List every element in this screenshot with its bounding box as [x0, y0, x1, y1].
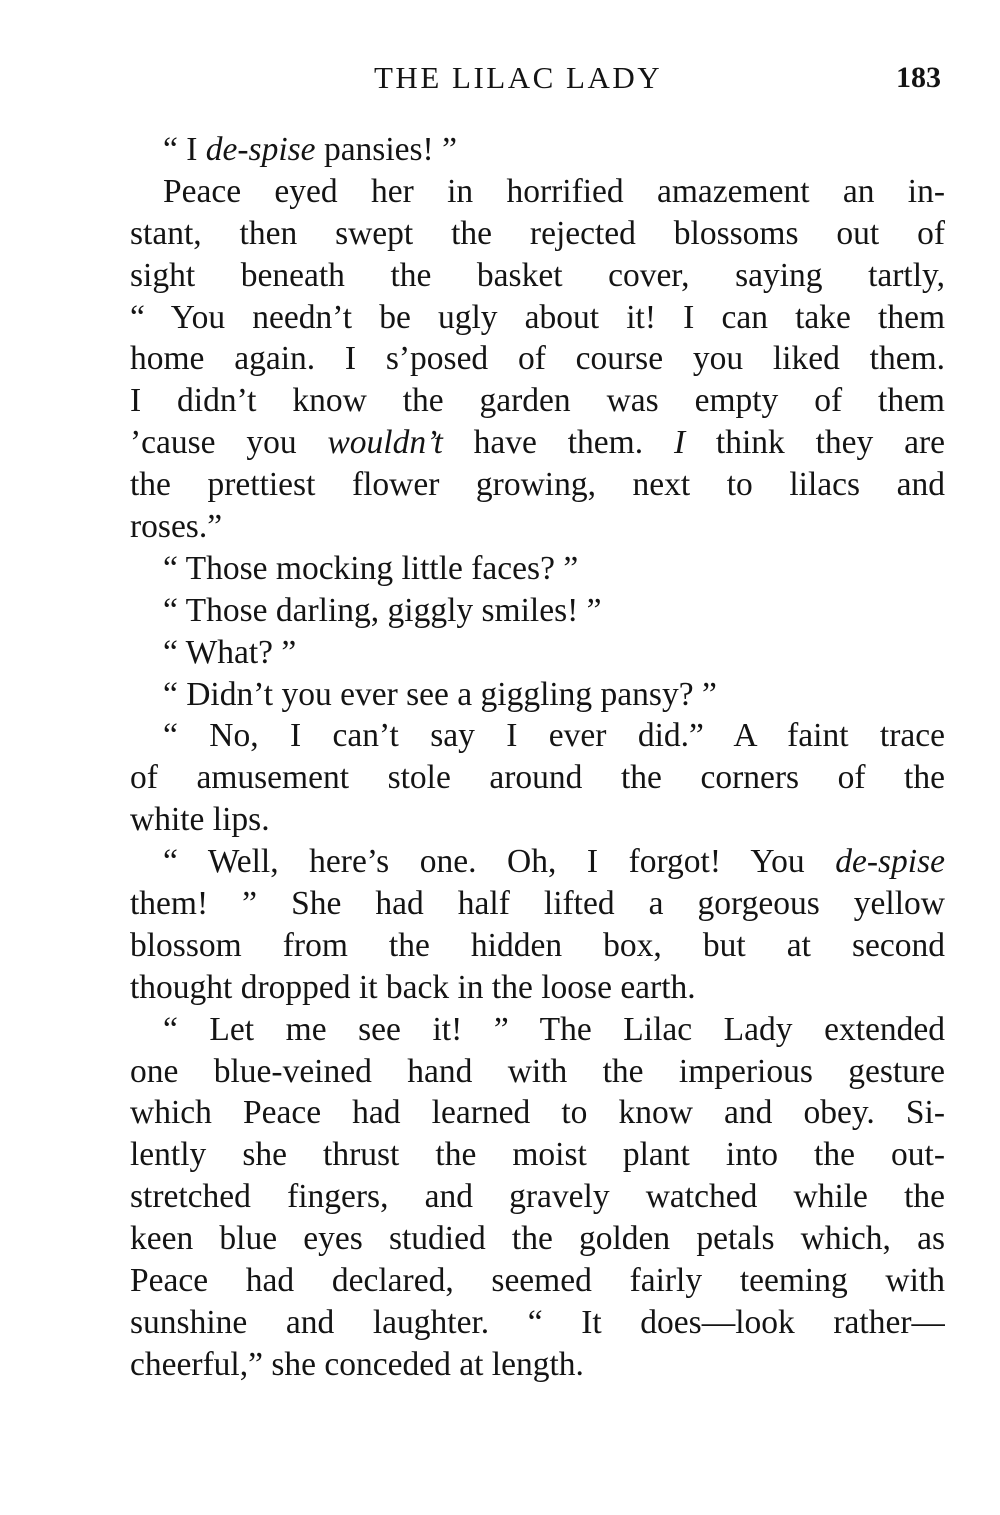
text-segment: “ I [163, 131, 206, 168]
text-segment: I didn’t know the garden was empty of them [130, 382, 945, 420]
text-line [130, 1051, 945, 1093]
italic-text: I [673, 424, 686, 462]
text-line [130, 715, 945, 757]
text-line [130, 674, 945, 716]
text-segment: “ What? ” [163, 633, 297, 671]
text-segment: of amusement stole around the corners of the [130, 759, 945, 797]
text-segment: thought dropped it back in the loose earth. [130, 968, 696, 1006]
body-text [130, 129, 945, 1386]
text-segment: pansies! ” [315, 131, 457, 168]
text-segment: have them. [442, 424, 674, 462]
text-segment: keen blue eyes studied the golden petals which, as [130, 1220, 945, 1258]
text-segment: Peace eyed her in horrified amazement an in- [163, 172, 945, 210]
text-line [130, 883, 945, 925]
text-line [130, 464, 945, 506]
text-line [130, 213, 945, 255]
text-line [130, 799, 945, 841]
text-line [130, 422, 945, 464]
text-segment: ’cause you [130, 424, 328, 462]
text-line [130, 1302, 945, 1344]
text-segment: blossom from the hidden box, but at second [130, 926, 945, 964]
text-line [130, 297, 945, 339]
text-line [130, 171, 945, 213]
text-line [130, 1218, 945, 1260]
text-segment: “ You needn’t be ugly about it! I can take them [130, 298, 945, 336]
text-line [130, 590, 945, 632]
text-line [130, 1344, 945, 1386]
page-number: 183 [896, 61, 941, 94]
text-line [130, 632, 945, 674]
text-segment: “ Well, here’s one. Oh, I forgot! You [163, 843, 836, 881]
italic-text: wouldn’t [327, 424, 443, 462]
text-segment: “ Those darling, giggly smiles! ” [163, 591, 602, 629]
text-segment: home again. I s’posed of course you liked them. [130, 340, 945, 378]
text-line [130, 1009, 945, 1051]
text-line [130, 925, 945, 967]
text-line [130, 757, 945, 799]
text-segment: Peace had declared, seemed fairly teeming with [130, 1262, 945, 1300]
running-title: THE LILAC LADY [374, 60, 663, 95]
text-line [130, 1092, 945, 1134]
text-segment: roses.” [130, 508, 223, 546]
text-segment: one blue-veined hand with the imperious gesture [130, 1052, 945, 1090]
text-segment: the prettiest flower growing, next to lilacs and [130, 466, 945, 504]
text-segment: “ No, I can’t say I ever did.” A faint trace [163, 717, 945, 755]
text-segment: stretched fingers, and gravely watched while the [130, 1178, 945, 1216]
text-line [130, 338, 945, 380]
text-line [130, 1134, 945, 1176]
text-segment: “ Those mocking little faces? ” [163, 549, 579, 587]
text-segment: think they are [685, 424, 945, 462]
text-line [130, 548, 945, 590]
text-segment: white lips. [130, 801, 270, 839]
text-segment: lently she thrust the moist plant into the out- [130, 1136, 945, 1174]
text-segment: “ Let me see it! ” The Lilac Lady extended [163, 1010, 945, 1048]
text-line [130, 1260, 945, 1302]
text-line [130, 380, 945, 422]
text-line [130, 129, 945, 171]
text-segment: sight beneath the basket cover, saying tartly, [130, 256, 945, 294]
text-segment: sunshine and laughter. “ It does—look rather— [130, 1303, 945, 1341]
running-head [130, 56, 945, 100]
text-segment: them! ” She had half lifted a gorgeous yellow [130, 885, 945, 923]
text-segment: stant, then swept the rejected blossoms out of [130, 214, 945, 252]
text-segment: cheerful,” she conceded at length. [130, 1345, 584, 1383]
italic-text: de-spise [205, 131, 316, 168]
text-line [130, 967, 945, 1009]
text-line [130, 841, 945, 883]
italic-text: de-spise [835, 843, 945, 881]
text-line [130, 506, 945, 548]
text-segment: “ Didn’t you ever see a giggling pansy? ” [163, 675, 717, 713]
text-line [130, 1176, 945, 1218]
text-segment: which Peace had learned to know and obey. Si- [130, 1094, 945, 1132]
text-line [130, 255, 945, 297]
